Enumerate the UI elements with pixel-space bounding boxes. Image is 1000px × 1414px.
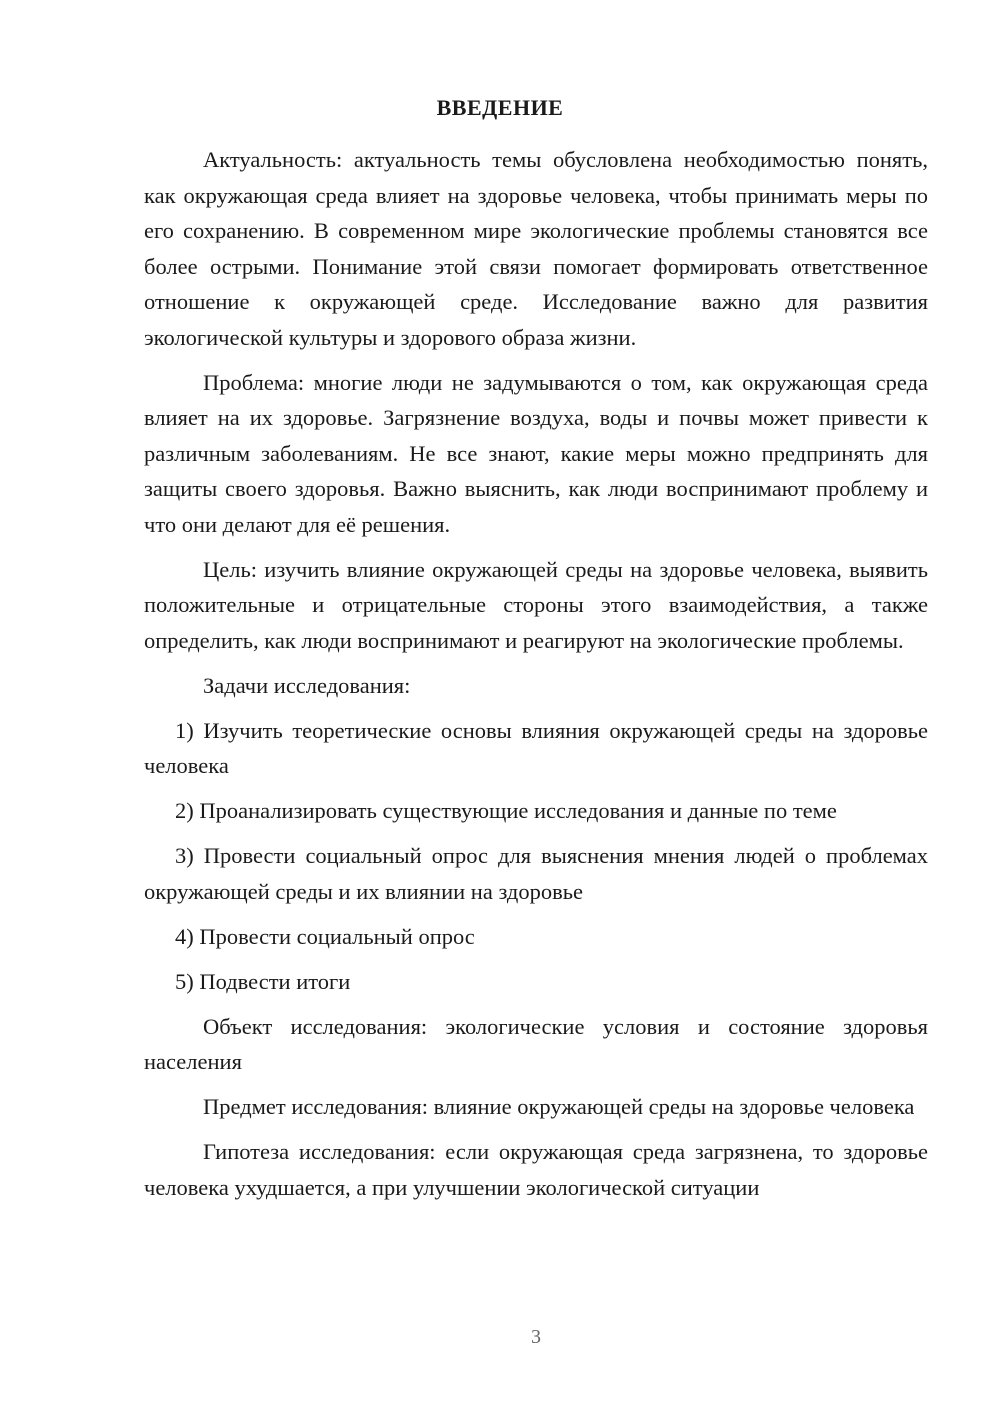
- task-item-1: 1) Изучить теоретические основы влияния окружающей среды на здоровье человека: [144, 717, 928, 778]
- paragraph-problem: Проблема: многие люди не задумываются о том, как окружающая среда влияет на их здоровье. Загрязнение воздуха, воды и почвы может привести к различным заболеваниям. Не все знают, какие меры можно предпринять для защиты своего здоровья. Важно выяснить, как люди воспринимают проблему и что они делают для её решения.: [144, 369, 928, 537]
- section-heading: ВВЕДЕНИЕ: [436, 95, 564, 120]
- paragraph-goal: Цель: изучить влияние окружающей среды на здоровье человека, выявить положительные и отрицательные стороны этого взаимодействия, а также определить, как люди воспринимают и реагируют на экологические проблемы.: [144, 556, 928, 653]
- task-item-2: 2) Проанализировать существующие исследования и данные по теме: [175, 798, 837, 823]
- task-item-5: 5) Подвести итоги: [175, 968, 351, 994]
- paragraph-relevance: Актуальность: актуальность темы обусловлена необходимостью понять, как окружающая среда влияет на здоровье человека, чтобы принимать меры по его сохранению. В современном мире экологические проблемы становятся все более острыми. Понимание этой связи помогает формировать ответственное отношение к окружающей среде. Исследование важно для развития экологической культуры и здорового образа жизни.: [144, 147, 928, 350]
- task-item-4: 4) Провести социальный опрос: [175, 923, 475, 949]
- page-number: 3: [531, 1326, 541, 1348]
- paragraph-subject: Предмет исследования: влияние окружающей среды на здоровье человека: [203, 1094, 915, 1119]
- paragraph-hypothesis: Гипотеза исследования: если окружающая среда загрязнена, то здоровье человека ухудшается, а при улучшении экологической ситуации: [144, 1139, 928, 1200]
- document-body: [144, 142, 928, 1215]
- task-item-3: 3) Провести социальный опрос для выяснения мнения людей о проблемах окружающей среды и их влиянии на здоровье: [144, 843, 928, 904]
- paragraph-object: Объект исследования: экологические условия и состояние здоровья населения: [144, 1013, 928, 1074]
- paragraph-tasks-intro: Задачи исследования:: [203, 672, 411, 698]
